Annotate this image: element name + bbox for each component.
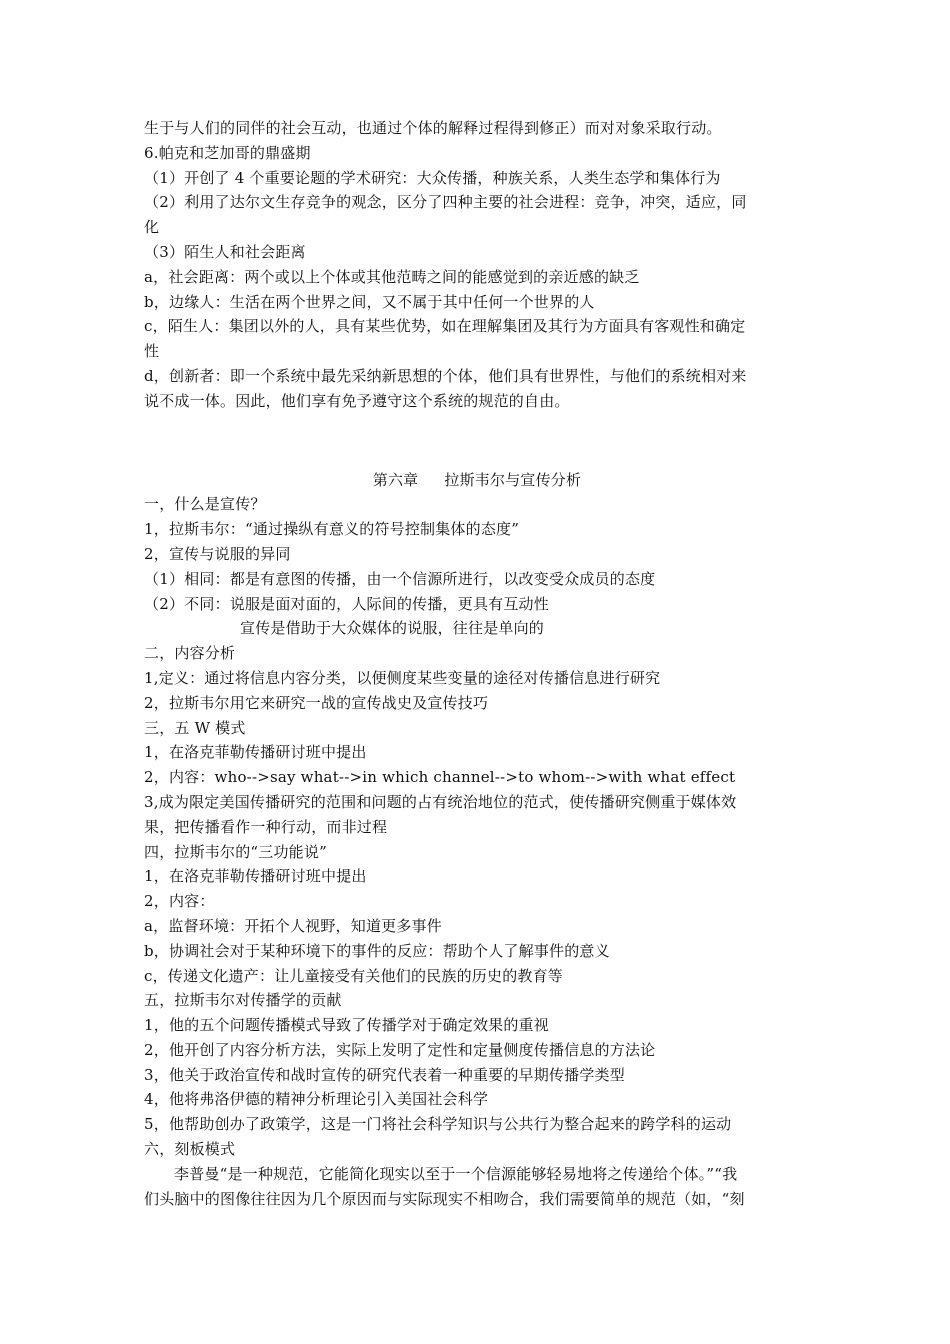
text-line: c，陌生人：集团以外的人，具有某些优势，如在理解集团及其行为方面具有客观性和确定 xyxy=(144,317,746,336)
text-line: 2，拉斯韦尔用它来研究一战的宣传战史及宣传技巧 xyxy=(144,693,489,712)
text-line: （2）利用了达尔文生存竞争的观念，区分了四种主要的社会进程：竞争，冲突，适应，同 xyxy=(144,193,747,212)
text-line: a，监督环境：开拓个人视野，知道更多事件 xyxy=(144,916,442,935)
chapter-number: 第六章 xyxy=(372,470,419,489)
text-line: 1，在洛克菲勒传播研讨班中提出 xyxy=(144,743,367,762)
chapter-name: 拉斯韦尔与宣传分析 xyxy=(444,470,582,489)
section-heading: 二，内容分析 xyxy=(144,644,236,663)
text-line: 果，把传播看作一种行动，而非过程 xyxy=(144,817,388,836)
paragraph-line: 们头脑中的图像往往因为几个原因而与实际现实不相吻合，我们需要简单的规范（如，“刻 xyxy=(144,1189,745,1208)
text-line: c，传递文化遗产：让儿童接受有关他们的民族的历史的教育等 xyxy=(144,966,564,985)
section-heading: 四，拉斯韦尔的“三功能说” xyxy=(144,842,327,861)
section-heading: 6.帕克和芝加哥的鼎盛期 xyxy=(144,143,311,162)
text-line: 5，他帮助创办了政策学，这是一门将社会科学知识与公共行为整合起来的跨学科的运动 xyxy=(144,1115,732,1134)
text-line: （1）开创了 4 个重要论题的学术研究：大众传播，种族关系，人类生态学和集体行为 xyxy=(144,168,721,187)
section-top xyxy=(144,116,810,414)
text-line: 1，他的五个问题传播模式导致了传播学对于确定效果的重视 xyxy=(144,1016,549,1035)
indented-text-line: 宣传是借助于大众媒体的说服，往往是单向的 xyxy=(240,619,545,638)
text-line: b，边缘人：生活在两个世界之间，又不属于其中任何一个世界的人 xyxy=(144,292,595,311)
text-line: 3，他关于政治宣传和战时宣传的研究代表着一种重要的早期传播学类型 xyxy=(144,1065,625,1084)
text-line: 2，宣传与说服的异同 xyxy=(144,544,291,563)
document-body xyxy=(144,116,810,1211)
text-line: 1,定义：通过将信息内容分类，以便侧度某些变量的途径对传播信息进行研究 xyxy=(144,668,661,687)
text-line: 性 xyxy=(144,342,160,361)
text-line: 生于与人们的同伴的社会互动，也通过个体的解释过程得到修正）而对对象采取行动。 xyxy=(144,119,722,137)
section-heading: 五，拉斯韦尔对传播学的贡献 xyxy=(144,991,342,1010)
text-line: 4，他将弗洛伊德的精神分析理论引入美国社会科学 xyxy=(144,1090,489,1109)
text-line: （1）相同：都是有意图的传播，由一个信源所进行，以改变受众成员的态度 xyxy=(144,569,656,588)
section-heading: 一，什么是宣传？ xyxy=(144,495,266,514)
section-main xyxy=(144,492,810,1211)
section-heading: 三，五 W 模式 xyxy=(144,718,246,737)
chapter-title xyxy=(144,468,810,493)
paragraph-first-line: 李普曼“是一种规范，它能简化现实以至于一个信源能够轻易地将之传递给个体。”“我 xyxy=(174,1164,738,1183)
text-line: a，社会距离：两个或以上个体或其他范畴之间的能感觉到的亲近感的缺乏 xyxy=(144,267,640,286)
text-line: 2，内容：who-->say what-->in which channel-->to whom-->with what effect xyxy=(144,768,736,787)
text-line: （2）不同：说服是面对面的，人际间的传播，更具有互动性 xyxy=(144,594,549,613)
text-line: （3）陌生人和社会距离 xyxy=(144,242,306,261)
text-line: 2，内容： xyxy=(144,892,215,911)
text-line: 化 xyxy=(144,218,160,237)
section-heading: 六，刻板模式 xyxy=(144,1140,236,1159)
text-line: 说不成一体。因此，他们享有免予遵守这个系统的规范的自由。 xyxy=(144,391,570,410)
text-line: 3,成为限定美国传播研究的范围和问题的占有统治地位的范式，使传播研究侧重于媒体效 xyxy=(144,792,737,811)
text-line: 1，拉斯韦尔：“通过操纵有意义的符号控制集体的态度” xyxy=(144,520,520,539)
text-line: b，协调社会对于某种环境下的事件的反应：帮助个人了解事件的意义 xyxy=(144,941,610,960)
text-line: 1，在洛克菲勒传播研讨班中提出 xyxy=(144,867,367,886)
section-spacer xyxy=(144,414,810,468)
text-line: d，创新者：即一个系统中最先采纳新思想的个体，他们具有世界性，与他们的系统相对来 xyxy=(144,366,747,385)
text-line: 2，他开创了内容分析方法，实际上发明了定性和定量侧度传播信息的方法论 xyxy=(144,1040,656,1059)
